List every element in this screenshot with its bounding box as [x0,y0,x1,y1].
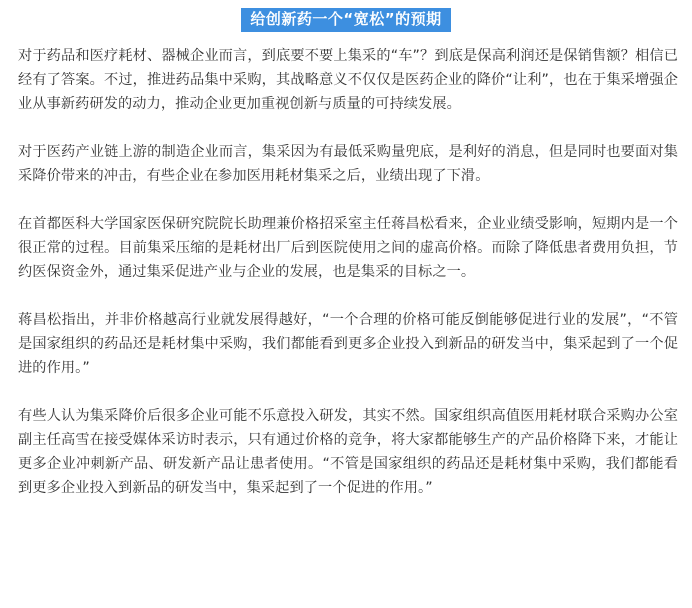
paragraph-2: 对于医药产业链上游的制造企业而言，集采因为有最低采购量兜底，是利好的消息，但是同时也要面对集采降价带来的冲击，有些企业在参加医用耗材集采之后，业绩出现了下滑。 [18,144,678,184]
paragraph-1: 对于药品和医疗耗材、器械企业而言，到底要不要上集采的“车”？到底是保高利润还是保销售额？相信已经有了答案。不过，推进药品集中采购，其战略意义不仅仅是医药企业的降价“让利”，也在于集采增强企业从事新药研发的动力，推动企业更加重视创新与质量的可持续发展。 [18,48,678,112]
article-body [18,44,678,524]
title-bar [0,8,692,32]
article-subtitle: 给创新药一个“宽松”的预期 [241,8,450,32]
paragraph-4: 蒋昌松指出，并非价格越高行业就发展得越好，“一个合理的价格可能反倒能够促进行业的发展”，“不管是国家组织的药品还是耗材集中采购，我们都能看到更多企业投入到新品的研发当中，集采起到了一个促进的作用。” [18,312,678,376]
paragraph-5: 有些人认为集采降价后很多企业可能不乐意投入研发，其实不然。国家组织高值医用耗材联合采购办公室副主任高雪在接受媒体采访时表示，只有通过价格的竞争，将大家都能够生产的产品价格降下来，才能让更多企业冲刺新产品、研发新产品让患者使用。“不管是国家组织的药品还是耗材集中采购，我们都能看到更多企业投入到新品的研发当中，集采起到了一个促进的作用。” [18,408,678,496]
paragraph-3: 在首都医科大学国家医保研究院院长助理兼价格招采室主任蒋昌松看来，企业业绩受影响，短期内是一个很正常的过程。目前集采压缩的是耗材出厂后到医院使用之间的虚高价格。而除了降低患者费用负担，节约医保资金外，通过集采促进产业与企业的发展，也是集采的目标之一。 [18,216,678,280]
